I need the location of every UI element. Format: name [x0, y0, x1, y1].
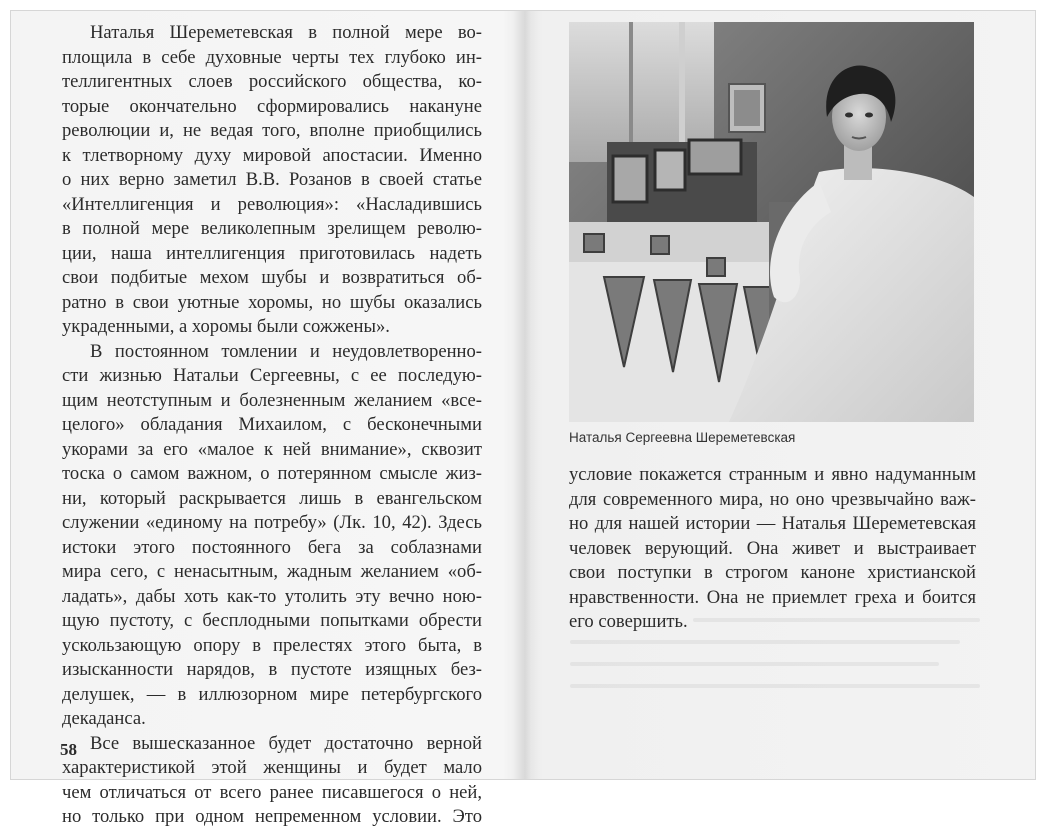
- paragraph: [62, 21, 482, 340]
- text-line: свои поступки в строгом каноне христианской: [569, 562, 976, 583]
- text-line: истоки этого постоянного бега за соблазнами: [62, 536, 482, 558]
- text-line: свои подбитые мехом шубы и возвратиться об-: [62, 267, 482, 288]
- text-line: но для нашей истории — Наталья Шереметевская: [569, 513, 976, 534]
- photo-caption: Наталья Сергеевна Шереметевская: [569, 430, 796, 445]
- text-line: в полной мере великолепным зрелищем револю-: [62, 218, 482, 239]
- text-line: сти жизнью Натальи Сергеевны, с ее последую-: [62, 365, 482, 386]
- text-line: декаданса.: [62, 708, 146, 729]
- text-line: украденными, а хоромы были сожжены».: [62, 316, 390, 337]
- text-line: торые окончательно сформировались накануне: [62, 95, 482, 117]
- text-line: площила в себе духовные черты тех глубоко ин-: [62, 46, 482, 68]
- text-line: нравственности. Она не приемлет греха и боится: [569, 586, 976, 608]
- text-line: делушек, — в иллюзорном мире петербургского: [62, 683, 482, 705]
- text-line: ратно в свои уютные хоромы, но шубы оказались: [62, 291, 482, 313]
- page-number: 58: [60, 740, 77, 759]
- text-line: Наталья Шереметевская в полной мере во-: [90, 22, 482, 43]
- text-line: его совершить.: [569, 611, 688, 632]
- text-line: теллигентных слоев российского общества, ко-: [62, 71, 482, 92]
- text-line: служении «единому на потребу» (Лк. 10, 42). Здесь: [62, 512, 482, 533]
- text-line: условие покажется странным и явно надуманным: [569, 464, 976, 485]
- text-line: о них верно заметил В.В. Розанов в своей статье: [62, 169, 482, 190]
- text-line: ладать», дабы хоть как-то утолить эту вечно ною-: [62, 585, 482, 607]
- paragraph: [62, 732, 482, 830]
- text-line: ции, наша интеллигенция приготовилась надеть: [62, 242, 482, 264]
- portrait-photo: [569, 22, 974, 422]
- left-page-text: [62, 21, 482, 830]
- text-line: чем отличаться от всего ранее писавшегося о ней,: [62, 781, 482, 803]
- text-line: Все вышесказанное будет достаточно верной: [90, 732, 482, 754]
- paragraph: [62, 340, 482, 732]
- text-line: целого» обладания Михаилом, с бесконечными: [62, 414, 482, 435]
- text-line: «Интеллигенция и революция»: «Насладившись: [62, 193, 482, 215]
- text-line: укорами за его «малое к ней внимание», сквозит: [62, 438, 482, 460]
- portrait-photo-image: [569, 22, 974, 422]
- text-line: к тлетворному духу мировой апостасии. Именно: [62, 144, 482, 166]
- text-line: человек верующий. Она живет и выстраивает: [569, 537, 976, 559]
- text-line: для современного мира, но оно чрезвычайно важ-: [569, 488, 976, 510]
- text-line: щую пустоту, с бесплодными попытками обрести: [62, 610, 482, 631]
- text-line: В постоянном томлении и неудовлетворенно-: [90, 340, 482, 362]
- text-line: ни, который раскрывается лишь в евангельском: [62, 487, 482, 509]
- text-line: ускользающую опору в прелестях этого быта, в: [62, 634, 482, 656]
- bleed-through-text: [570, 600, 980, 720]
- text-line: революции и, не ведая того, вполне приобщились: [62, 120, 482, 141]
- text-line: тоска о самом важном, о потерянном смысле жиз-: [62, 463, 482, 484]
- book-gutter: [513, 11, 539, 779]
- text-line: но только при одном непременном условии. Это: [62, 806, 482, 827]
- text-line: мира сего, с ненасытным, жадным желанием «об-: [62, 561, 482, 582]
- text-line: изысканности нарядов, в пустоте изящных без-: [62, 659, 482, 680]
- text-line: щим неотступным и болезненным желанием «все-: [62, 389, 482, 411]
- text-line: характеристикой этой женщины и будет мало: [62, 757, 482, 778]
